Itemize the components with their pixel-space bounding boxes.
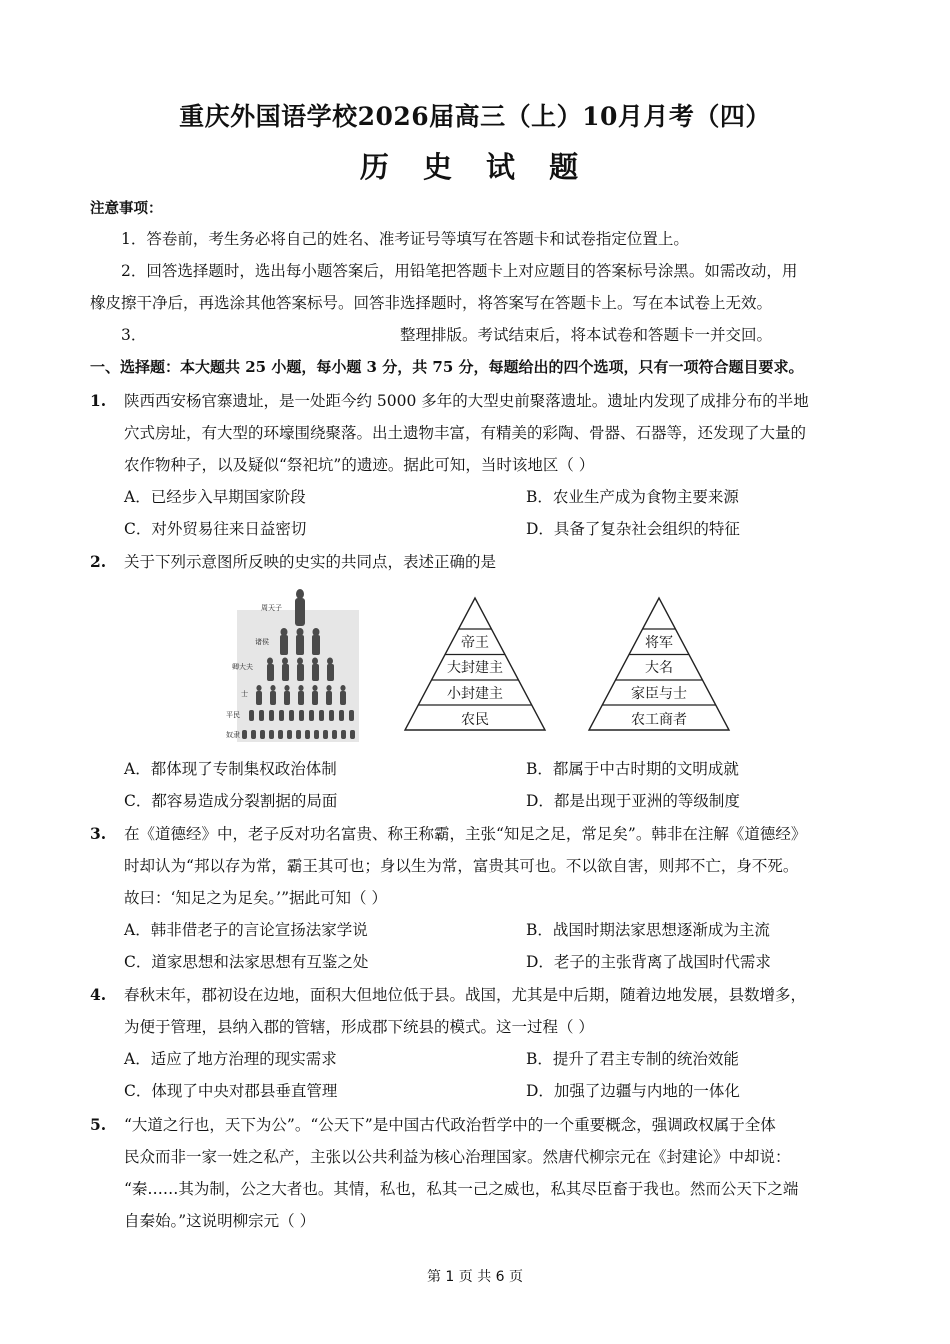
china-pyramid-level-3: 小封建主 — [447, 686, 503, 702]
japan-pyramid-level-4: 农工商者 — [631, 712, 687, 728]
japan-pyramid — [589, 598, 729, 730]
notice-item-3-text: 整理排版。考试结束后，将本试卷和答题卡一并交回。 — [400, 326, 773, 344]
question-3-line-3: 故曰：‘知足之为足矣。’”据此可知（ ） — [124, 889, 387, 907]
japan-pyramid-level-3: 家臣与士 — [631, 686, 687, 702]
question-4-option-a[interactable]: A．适应了地方治理的现实需求 — [124, 1050, 337, 1068]
zhou-label-qingdafu: 卿大夫 — [232, 663, 253, 671]
question-3-option-d[interactable]: D．老子的主张背离了战国时代需求 — [526, 953, 771, 971]
japan-pyramid-level-2: 大名 — [645, 660, 673, 676]
question-5-line-3: “秦……其为制，公之大者也。其情，私也，私其一己之威也，私其尽臣畜于我也。然而公天下之端 — [124, 1180, 799, 1198]
question-4-line-2: 为便于管理，县纳入郡的管辖，形成郡下统县的模式。这一过程（ ） — [124, 1018, 594, 1036]
question-3-option-c[interactable]: C．道家思想和法家思想有互鉴之处 — [124, 953, 369, 971]
question-1-line-1: 陕西西安杨官寨遗址，是一处距今约 5000 多年的大型史前聚落遗址。遗址内发现了成排分布的半地 — [124, 392, 809, 410]
notice-item-1: 1．答卷前，考生务必将自己的姓名、准考证号等填写在答题卡和试卷指定位置上。 — [121, 230, 689, 248]
zhou-label-pingmin: 平民 — [226, 711, 240, 719]
question-1-number: 1. — [90, 391, 107, 410]
notice-item-3-number: 3． — [121, 326, 147, 344]
question-1-line-3: 农作物种子，以及疑似“祭祀坑”的遗迹。据此可知，当时该地区（ ） — [124, 456, 595, 474]
japan-pyramid-level-1: 将军 — [645, 635, 673, 651]
question-1-option-d[interactable]: D．具备了复杂社会组织的特征 — [526, 520, 740, 538]
question-2-line-1: 关于下列示意图所反映的史实的共同点，表述正确的是 — [124, 553, 497, 571]
question-5-line-1: “大道之行也，天下为公”。“公天下”是中国古代政治哲学中的一个重要概念，强调政权属于全体 — [124, 1116, 776, 1134]
zhou-label-shi: 士 — [241, 690, 248, 698]
hierarchy-figure — [222, 588, 862, 748]
question-5-line-4: 自秦始。”这说明柳宗元（ ） — [124, 1212, 316, 1230]
zhou-row-tianzi — [295, 589, 305, 626]
question-5-number: 5. — [90, 1115, 107, 1134]
question-1-option-b[interactable]: B．农业生产成为食物主要来源 — [526, 488, 739, 506]
zhou-row-zhuhou — [280, 628, 320, 655]
question-3-option-a[interactable]: A．韩非借老子的言论宣扬法家学说 — [124, 921, 368, 939]
china-pyramid-level-2: 大封建主 — [447, 660, 503, 676]
notice-heading: 注意事项： — [90, 201, 163, 217]
question-3-number: 3. — [90, 824, 107, 843]
hierarchy-figure-svg — [222, 588, 862, 748]
zhou-label-nuli: 奴隶 — [226, 731, 240, 739]
section-heading: 一、选择题：本大题共 25 小题，每小题 3 分，共 75 分，每题给出的四个选项，只有一项符合题目要求。 — [90, 358, 804, 376]
china-pyramid-level-1: 帝王 — [461, 635, 489, 651]
question-3-option-b[interactable]: B．战国时期法家思想逐渐成为主流 — [526, 921, 770, 939]
china-pyramid-level-4: 农民 — [461, 712, 489, 728]
question-2-option-c[interactable]: C．都容易造成分裂割据的局面 — [124, 792, 338, 810]
question-4-option-c[interactable]: C．体现了中央对郡县垂直管理 — [124, 1082, 338, 1100]
question-3-line-1: 在《道德经》中，老子反对功名富贵、称王称霸，主张“知足之足，常足矣”。韩非在注解《道德经》 — [124, 825, 807, 843]
question-2-option-a[interactable]: A．都体现了专制集权政治体制 — [124, 760, 337, 778]
zhou-label-zhuhou: 诸侯 — [255, 638, 269, 646]
exam-title: 重庆外国语学校2026届高三（上）10月月考（四） — [179, 102, 771, 131]
question-4-option-d[interactable]: D．加强了边疆与内地的一体化 — [526, 1082, 740, 1100]
question-1-line-2: 穴式房址，有大型的环壕围绕聚落。出土遗物丰富，有精美的彩陶、骨器、石器等，还发现了大量的 — [124, 424, 807, 442]
notice-item-2-line-2: 橡皮擦干净后，再选涂其他答案标号。回答非选择题时，将答案写在答题卡上。写在本试卷上无效。 — [90, 294, 773, 312]
question-5-line-2: 民众而非一家一姓之私产，主张以公共利益为核心治理国家。然唐代柳宗元在《封建论》中却说： — [124, 1148, 791, 1166]
question-4-number: 4. — [90, 985, 107, 1004]
question-2-option-b[interactable]: B．都属于中古时期的文明成就 — [526, 760, 739, 778]
notice-item-2-line-1: 2．回答选择题时，选出每小题答案后，用铅笔把答题卡上对应题目的答案标号涂黑。如需改动，用 — [121, 262, 798, 280]
question-4-line-1: 春秋末年，郡初设在边地，面积大但地位低于县。战国，尤其是中后期，随着边地发展，县数增多， — [124, 986, 807, 1004]
page-number: 第 1 页 共 6 页 — [426, 1269, 524, 1285]
china-pyramid — [405, 598, 545, 730]
question-3-line-2: 时却认为“邦以存为常，霸王其可也；身以生为常，富贵其可也。不以欲自害，则邦不亡，身不死。 — [124, 857, 799, 875]
question-2-option-d[interactable]: D．都是出现于亚洲的等级制度 — [526, 792, 740, 810]
question-1-option-a[interactable]: A．已经步入早期国家阶段 — [124, 488, 306, 506]
question-1-option-c[interactable]: C．对外贸易往来日益密切 — [124, 520, 307, 538]
zhou-label-tianzi: 周天子 — [261, 604, 282, 612]
question-2-number: 2. — [90, 552, 107, 571]
question-4-option-b[interactable]: B．提升了君主专制的统治效能 — [526, 1050, 739, 1068]
exam-subtitle: 历 史 试 题 — [359, 150, 591, 184]
